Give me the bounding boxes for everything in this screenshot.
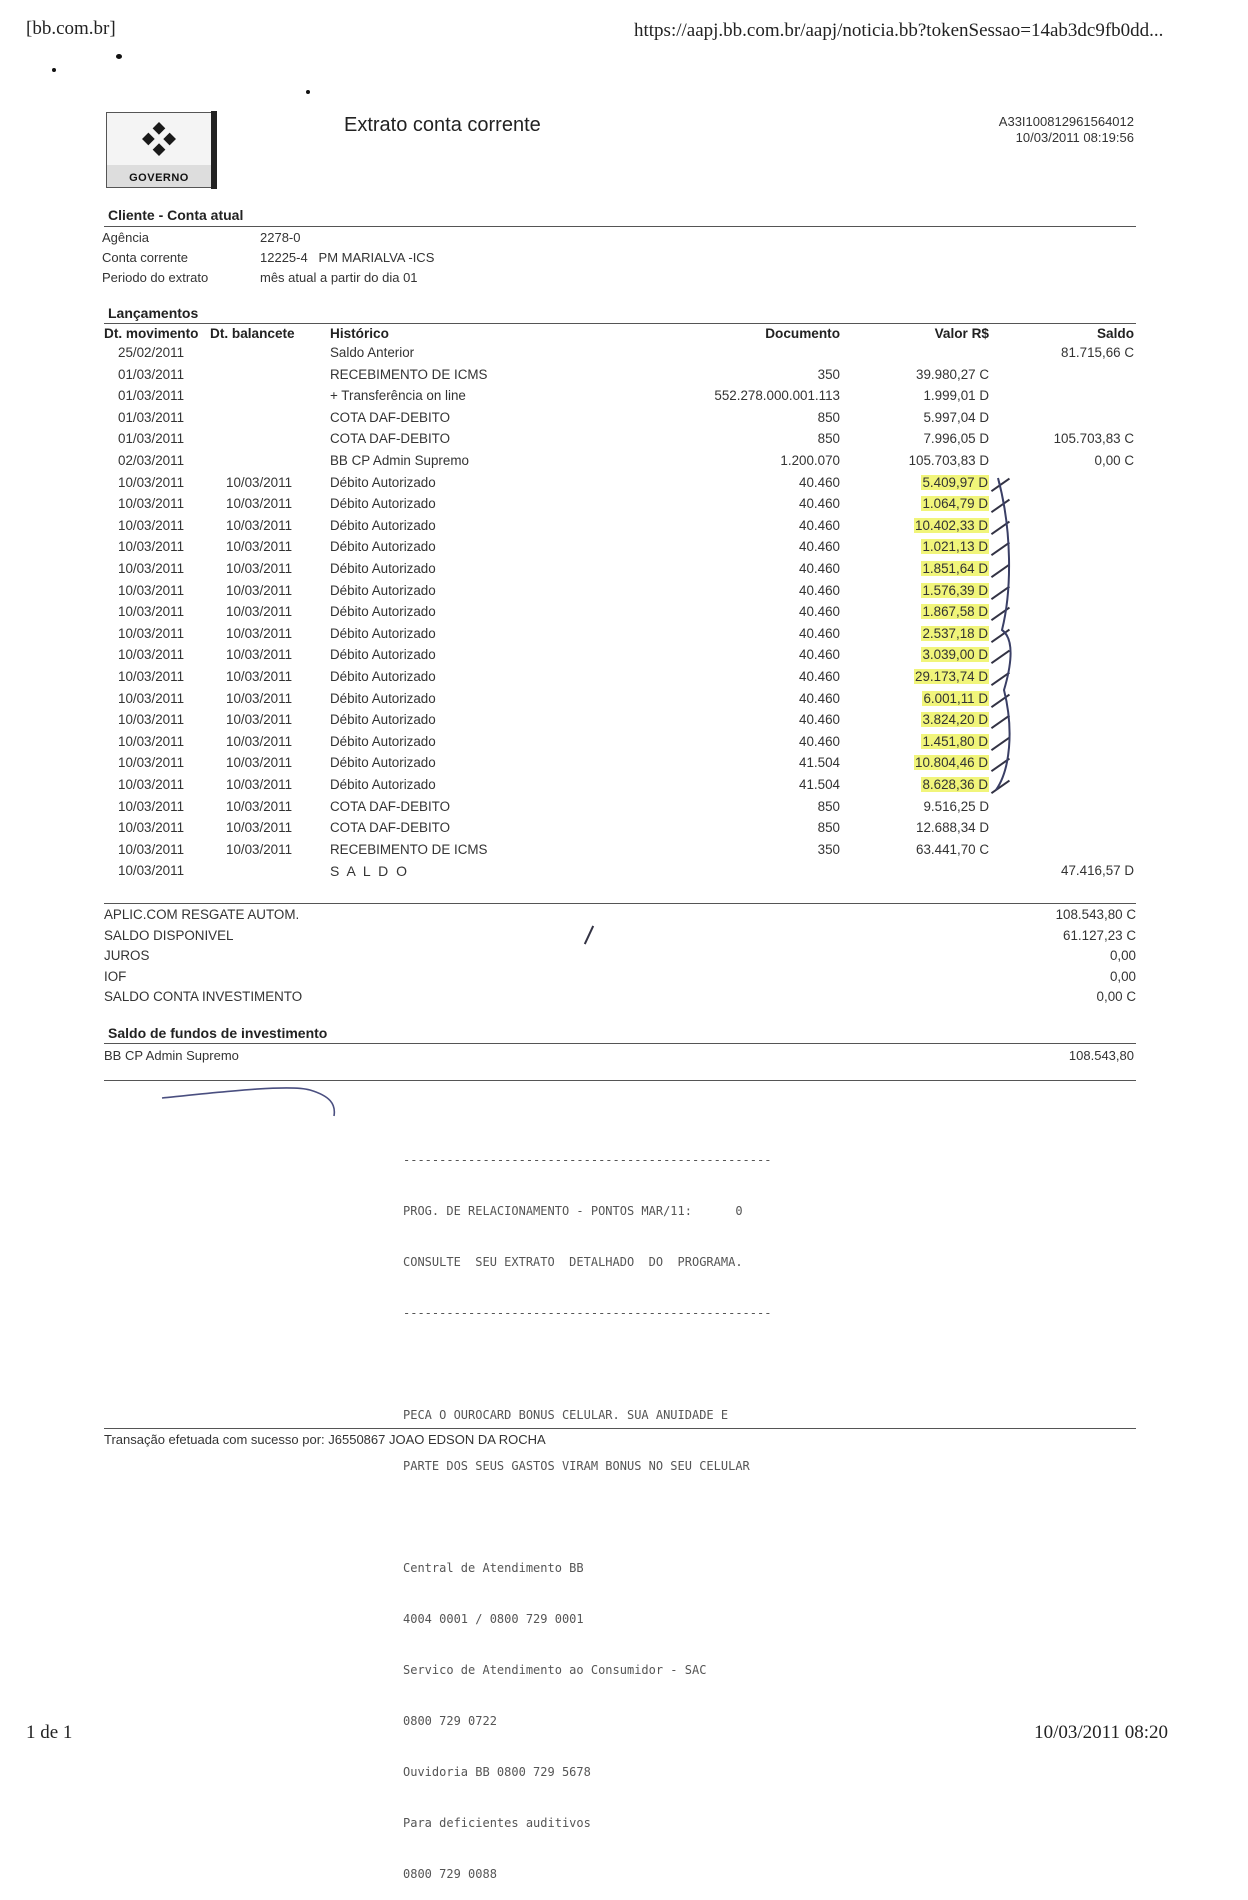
summary-label: SALDO CONTA INVESTIMENTO [104,989,303,1004]
message-line: PECA O OUROCARD BONUS CELULAR. SUA ANUIDADE E [403,1408,729,1422]
contact-line: Central de Atendimento BB [403,1561,584,1575]
cell-historico: Débito Autorizado [330,755,436,771]
print-datetime: 10/03/2011 08:20 [1034,1722,1168,1743]
cell-historico: Débito Autorizado [330,582,436,598]
cell-dt-movimento: 01/03/2011 [118,431,185,447]
cell-dt-balancete: 10/03/2011 [226,582,293,598]
contact-line: 0800 729 0088 [403,1867,497,1881]
summary-value: 61.127,23 C [1063,927,1136,943]
table-row [0,453,1248,474]
cell-dt-balancete: 10/03/2011 [226,496,293,512]
cell-saldo: 81.715,66 C [1061,345,1134,360]
table-row [0,561,1248,582]
fund-value: 108.543,80 [1068,1048,1134,1063]
cell-documento: 850 [817,409,840,425]
cell-historico: RECEBIMENTO DE ICMS [330,841,488,857]
cell-dt-movimento: 10/03/2011 [118,625,185,641]
table-row [0,691,1248,712]
cell-dt-movimento: 10/03/2011 [118,604,185,620]
cell-documento: 350 [817,841,840,857]
cell-historico: Débito Autorizado [330,712,436,728]
cell-dt-movimento: 10/03/2011 [118,755,185,771]
cell-valor: 39.980,27 C [916,366,989,382]
cell-dt-movimento: 10/03/2011 [118,496,185,512]
cell-documento: 40.460 [799,539,840,555]
summary-row [104,928,1136,948]
divider [104,903,1136,904]
field-label-conta: Conta corrente [102,250,188,265]
field-value-periodo: mês atual a partir do dia 01 [260,270,418,285]
cell-valor: 10.402,33 D [915,517,988,533]
cell-dt-movimento: 10/03/2011 [118,820,185,836]
summary-value: 0,00 [1109,948,1136,963]
cell-dt-movimento: 10/03/2011 [118,712,185,728]
contact-line: 4004 0001 / 0800 729 0001 [403,1612,584,1626]
cell-dt-balancete: 10/03/2011 [226,669,293,684]
cell-dt-balancete: 10/03/2011 [226,690,293,706]
cell-dt-movimento: 10/03/2011 [118,841,185,857]
cell-historico: Débito Autorizado [330,690,436,706]
fund-name: BB CP Admin Supremo [104,1048,239,1063]
table-row [0,431,1248,452]
cell-documento: 40.460 [799,582,840,598]
table-header [0,326,1248,346]
cell-dt-movimento: 10/03/2011 [118,517,185,533]
cell-documento: 40.460 [799,604,840,620]
summary-label: SALDO DISPONIVEL [104,927,234,943]
cell-documento: 850 [817,431,840,447]
table-row [0,496,1248,517]
page-title: Extrato conta corrente [344,114,541,136]
summary-value: 108.543,80 C [1055,907,1136,922]
cell-documento: 41.504 [799,777,840,792]
cell-dt-balancete: 10/03/2011 [226,798,293,814]
summary-row [104,969,1136,989]
cell-dt-movimento: 10/03/2011 [118,690,185,706]
cell-valor: 1.451,80 D [922,733,988,749]
cell-dt-movimento: 10/03/2011 [118,733,185,749]
section-fundos: Saldo de fundos de investimento [108,1025,328,1041]
cell-dt-balancete: 10/03/2011 [226,474,293,490]
transaction-note: Transação efetuada com sucesso por: J6550867 JOAO EDSON DA ROCHA [104,1432,546,1447]
cell-historico: COTA DAF-DEBITO [330,431,451,447]
col-saldo: Saldo [1096,326,1134,341]
table-row [0,842,1248,863]
cell-dt-balancete: 10/03/2011 [226,820,293,836]
cell-valor: 10.804,46 D [915,755,988,771]
cell-valor: 6.001,11 D [923,690,988,706]
cell-dt-balancete: 10/03/2011 [226,517,293,533]
cell-documento: 40.460 [799,517,840,533]
cell-saldo: 47.416,57 D [1061,863,1134,879]
cell-historico: COTA DAF-DEBITO [330,409,451,425]
bb-logo-icon [107,113,211,165]
pen-curve-mark [160,1080,350,1120]
cell-dt-movimento: 01/03/2011 [118,388,185,404]
summary-label: APLIC.COM RESGATE AUTOM. [104,907,300,922]
cell-valor: 3.039,00 D [922,647,988,663]
divider [104,1043,1136,1044]
cell-documento: 41.504 [799,755,840,771]
cell-documento: 40.460 [799,690,840,706]
cell-historico: Débito Autorizado [330,496,436,512]
col-valor: Valor R$ [934,326,989,341]
cell-dt-movimento: 10/03/2011 [118,561,185,576]
cell-valor: 1.851,64 D [922,561,988,576]
cell-historico: Débito Autorizado [330,604,436,620]
cell-valor: 5.409,97 D [922,474,988,490]
cell-dt-movimento: 01/03/2011 [118,409,185,425]
cell-valor: 7.996,05 D [923,431,989,447]
cell-historico: BB CP Admin Supremo [330,453,469,468]
cell-documento: 1.200.070 [780,453,840,468]
cell-documento: 40.460 [799,625,840,641]
cell-documento: 552.278.000.001.113 [714,388,840,404]
cell-valor: 1.064,79 D [922,496,988,512]
cell-historico: S A L D O [330,863,409,880]
bank-logo [106,112,212,188]
cell-dt-balancete: 10/03/2011 [226,755,293,771]
summary-label: JUROS [104,948,150,963]
summary-value: 0,00 [1109,968,1136,984]
cell-valor: 1.576,39 D [922,582,988,598]
message-line: PARTE DOS SEUS GASTOS VIRAM BONUS NO SEU CELULAR [403,1459,750,1473]
cell-dt-movimento: 10/03/2011 [118,669,185,684]
scan-speck [306,90,310,94]
message-line: CONSULTE SEU EXTRATO DETALHADO DO PROGRAMA. [403,1255,743,1269]
cell-dt-balancete: 10/03/2011 [226,777,293,792]
cell-historico: Débito Autorizado [330,561,436,576]
summary-row [104,948,1136,968]
cell-dt-balancete: 10/03/2011 [226,539,293,555]
table-row [0,647,1248,668]
table-row [0,799,1248,820]
cell-valor: 12.688,34 D [916,820,989,836]
cell-historico: RECEBIMENTO DE ICMS [330,366,488,382]
contact-line: Para deficientes auditivos [403,1816,591,1830]
table-row [0,345,1248,366]
cell-valor: 1.999,01 D [923,388,989,404]
document-datetime: 10/03/2011 08:19:56 [1015,130,1134,145]
cell-dt-movimento: 10/03/2011 [118,539,185,555]
table-row [0,626,1248,647]
cell-dt-balancete: 10/03/2011 [226,604,293,620]
cell-historico: Débito Autorizado [330,625,436,641]
document-code: A33I100812961564012 [998,114,1134,129]
table-row [0,388,1248,409]
table-row [0,518,1248,539]
field-label-agencia: Agência [102,230,149,245]
cell-dt-movimento: 01/03/2011 [118,366,185,382]
cell-documento: 40.460 [799,712,840,728]
cell-valor: 29.173,74 D [915,669,988,684]
cell-dt-movimento: 10/03/2011 [118,777,185,792]
col-dt-balancete: Dt. balancete [210,326,295,341]
cell-valor: 1.021,13 D [922,539,988,555]
cell-saldo: 105.703,83 C [1053,431,1134,447]
summary-row [104,989,1136,1009]
table-row [0,475,1248,496]
divider [104,1428,1136,1429]
scan-speck [52,68,56,72]
logo-label: GOVERNO [129,172,189,184]
contact-line: Ouvidoria BB 0800 729 5678 [403,1765,591,1779]
cell-historico: Débito Autorizado [330,474,436,490]
cell-dt-movimento: 02/03/2011 [118,453,185,468]
dash-line: --------------------------------------------------- [403,1306,772,1320]
cell-documento: 40.460 [799,733,840,749]
cell-historico: Débito Autorizado [330,517,436,533]
pen-bracket-mark [990,470,1030,800]
cell-dt-balancete: 10/03/2011 [226,733,293,749]
field-label-periodo: Periodo do extrato [102,270,209,285]
cell-dt-movimento: 10/03/2011 [118,647,185,663]
cell-valor: 5.997,04 D [923,409,989,425]
cell-historico: Débito Autorizado [330,733,436,749]
cell-historico: Débito Autorizado [330,647,436,663]
divider [104,323,1136,324]
cell-documento: 850 [817,820,840,836]
cell-dt-movimento: 10/03/2011 [118,582,185,598]
cell-dt-movimento: 10/03/2011 [118,474,185,490]
table-row [0,539,1248,560]
table-row [0,712,1248,733]
cell-historico: + Transferência on line [330,388,466,404]
cell-documento: 40.460 [799,561,840,576]
table-row [0,367,1248,388]
col-historico: Histórico [330,326,389,341]
page-url: https://aapj.bb.com.br/aapj/noticia.bb?tokenSessao=14ab3dc9fb0dd... [634,20,1164,41]
summary-row [104,907,1136,927]
cell-dt-movimento: 25/02/2011 [118,345,185,360]
cell-dt-balancete: 10/03/2011 [226,712,293,728]
cell-dt-movimento: 10/03/2011 [118,798,185,814]
table-row [0,604,1248,625]
cell-historico: Débito Autorizado [330,777,436,792]
cell-dt-balancete: 10/03/2011 [226,625,293,641]
cell-documento: 350 [817,366,840,382]
cell-historico: Débito Autorizado [330,539,436,555]
table-row [0,669,1248,690]
page-number: 1 de 1 [26,1722,73,1743]
table-row [0,863,1248,884]
table-row [0,583,1248,604]
cell-historico: Débito Autorizado [330,669,436,684]
summary-value: 0,00 C [1096,989,1136,1004]
col-dt-movimento: Dt. movimento [104,326,199,341]
cell-historico: Saldo Anterior [330,345,415,360]
cell-documento: 40.460 [799,669,840,684]
cell-valor: 63.441,70 C [916,841,989,857]
cell-valor: 2.537,18 D [922,625,988,641]
table-row [0,410,1248,431]
cell-documento: 40.460 [799,474,840,490]
cell-historico: COTA DAF-DEBITO [330,820,451,836]
field-value-agencia: 2278-0 [260,230,301,245]
cell-documento: 850 [817,798,840,814]
table-row [0,734,1248,755]
section-cliente: Cliente - Conta atual [108,207,244,223]
summary-label: IOF [104,968,127,984]
section-lancamentos: Lançamentos [108,305,199,321]
message-line: PROG. DE RELACIONAMENTO - PONTOS MAR/11: 0 [403,1204,743,1218]
table-row [0,755,1248,776]
cell-dt-balancete: 10/03/2011 [226,841,293,857]
contact-line: 0800 729 0722 [403,1714,497,1728]
cell-valor: 9.516,25 D [923,798,989,814]
scan-speck [116,54,122,59]
cell-valor: 105.703,83 D [908,453,989,468]
contact-line: Servico de Atendimento ao Consumidor - SAC [403,1663,707,1677]
cell-dt-balancete: 10/03/2011 [226,561,293,576]
table-row [0,820,1248,841]
cell-valor: 8.628,36 D [922,777,988,792]
cell-historico: COTA DAF-DEBITO [330,798,451,814]
cell-dt-balancete: 10/03/2011 [226,647,293,663]
field-value-conta: 12225-4 PM MARIALVA -ICS [260,250,435,265]
cell-saldo: 0,00 C [1094,453,1134,468]
cell-valor: 3.824,20 D [922,712,988,728]
cell-documento: 40.460 [799,496,840,512]
document-id [999,114,1134,146]
col-documento: Documento [765,326,840,341]
cell-valor: 1.867,58 D [922,604,988,620]
cell-documento: 40.460 [799,647,840,663]
cell-dt-movimento: 10/03/2011 [118,863,185,879]
table-row [0,777,1248,798]
site-name: [bb.com.br] [26,18,116,39]
dash-line: --------------------------------------------------- [403,1153,772,1167]
messages-box [403,1118,771,1900]
divider [104,226,1136,227]
